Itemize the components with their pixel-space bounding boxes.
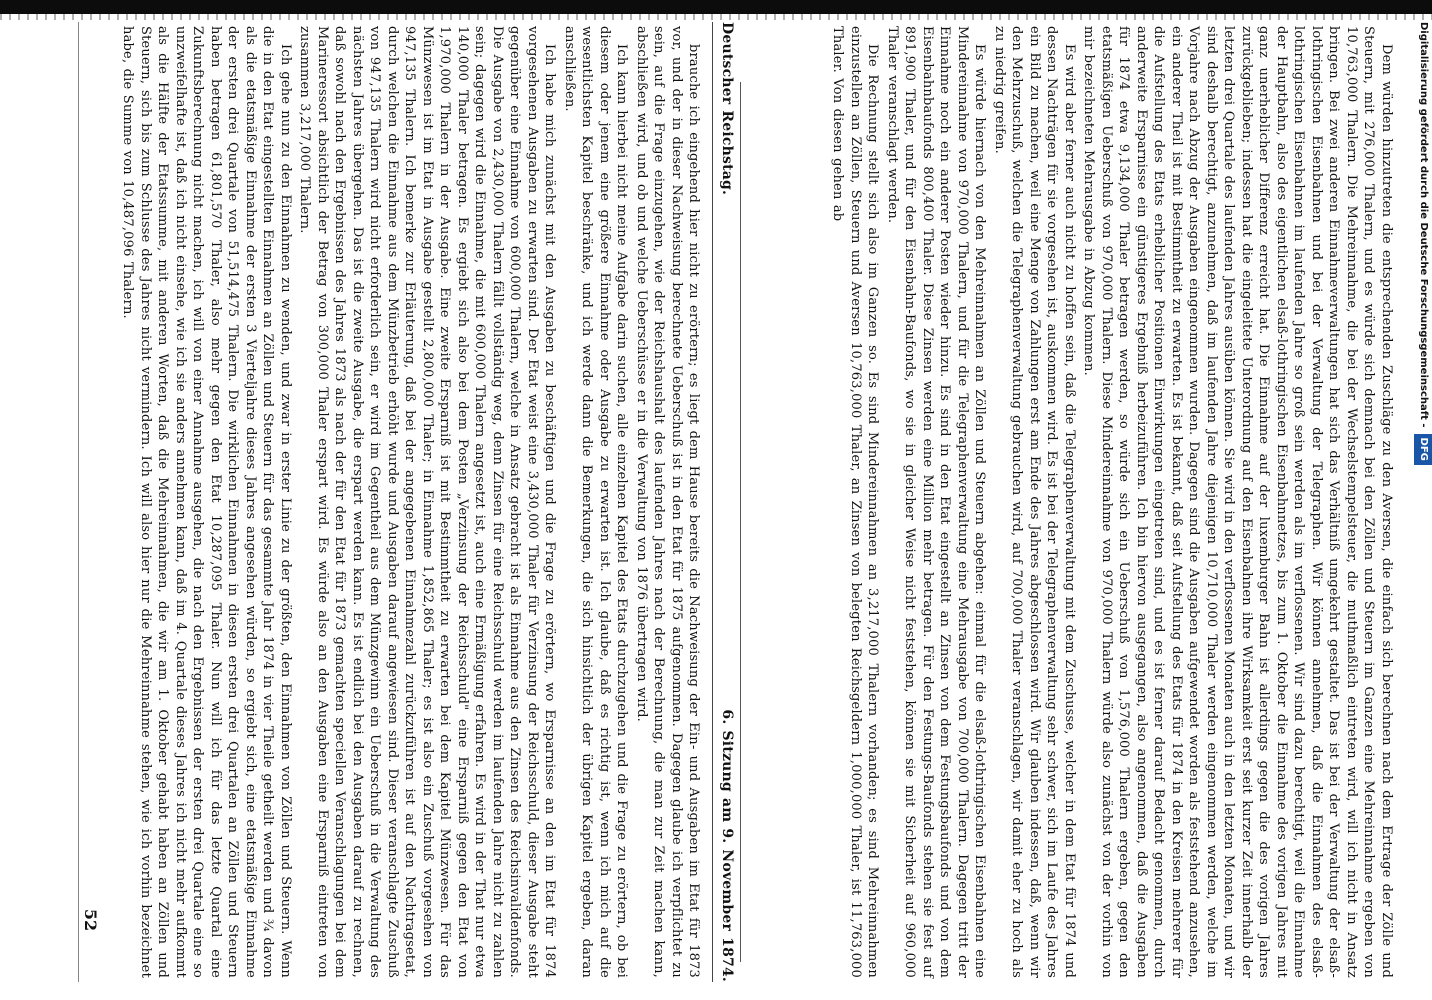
paragraph: Es wird aber ferner auch nicht zu hoffen sein, daß die Telegraphenverwaltung mit dem Zuschusse, welcher in dem Etat für 1874 und dessen Nachträgen für sie vorgesehen ist, auskommen wird. Es ist bei der Telegraphenverwaltung sehr schwer, sich im Laufe des Jahres ein Bild zu machen, weil eine Menge von Zahlungen erst am Ende des Jahres abgeschlossen wird. Wir glauben indessen, daß, wenn wir den Mehrzuschuß, welchen die Telegraphenverwaltung gebrauchen wird, auf 700,000 Thaler veranschlagen, wir damit eher zu hoch als zu niedrig greifen. (992, 26, 1077, 978)
paragraph: Ich gehe nun zu den Einnahmen zu wenden, und zwar in erster Linie zu der größten, den Einnahmen von Zöllen und Steuern. Wenn die in den Etat eingestellten Einnahmen an Zöllen und Steuern für das gesammte Jahr 1874 in vier Theile getheilt werden und ¾ davon als die etatsmäßige Einnahme der ersten 3 Vierteljahre dieses Jahres angesehen würden, so ergiebt sich, eine etatsmäßige Einnahme der ersten drei Quartale von 51,514,475 Thalern. Die wirklichen Einnahmen in diesen ersten drei Quartalen an Zöllen und Steuern haben betragen 61,801,570 Thaler, also mehr gegen den Etat 10,287,095 Thaler. Nun will ich für das letzte Quartal eine Zukunftsberechnung nicht machen, ich will von einer Annahme ausgehen, die nach den Ergebnissen der ersten drei Quartale eine so unzweifelhafte ist, daß ich nicht einsehe, wie ich sie anders annehmen kann, daß im 4. Quartale dieses Jahres ich nicht mehr aufkommt als die Hälfte der Etatssumme, mit anderen Worten, daß die Mehreinnahmen, die wir am 1. Oktober gehabt haben an Zöllen und Steuern, sich bis zum Schlusse des Jahres nicht vermindern. Ich will also hier nur die Mehreinnahme stehen, wie ich vorhin bezeichnet habe, die Summe von 10,487,096 Thalern. (120, 26, 293, 978)
paragraph: Ich habe mich zunächst mit den Ausgaben zu beschäftigen und die Frage zu erörtern, wo Ersparnisse an den im Etat für 1874 vorgesehenen Ausgaben zu erwarten sind. Der Etat weist eine 3,430,000 Thaler für Verzinsung der Reichsschuld, dieser Ausgabe steht gegenüber eine Einnahme von 600,000 Thalern, welche in Ansatz gebracht ist als Einnahme aus den Zinsen des Reichsinvalidenfonds. Die Ausgabe von 2,430,000 Thalern fällt vollständig weg, denn Zinsen für eine Reichsschuld werden im laufenden Jahre nicht zu zahlen sein; dagegen wird die Einnahme, die mit 600,000 Thalern angesetzt ist, auch eine Ermäßigung erfahren. Es wird in der That nur etwa 140,000 Thaler betragen. Es ergiebt sich also bei dem Posten „Verzinsung der Reichsschuld" eine Ersparniß gegen den Etat von 1,970,000 Thalern in der Ausgabe. Eine zweite Ersparniß ist mit Bestimmtheit zu erwarten bei dem Kapitel Münzwesen. Für das Münzwesen ist im Etat in Ausgabe gestellt 2,800,000 Thaler; in Einnahme 1,852,865 Thaler; es ist also ein Zuschuß vorgesehen von 947,135 Thalern. Ich bemerke zur Erläuterung, daß bei der angegebenen Einnahmezahl zurückzuführen ist auf den Nachtragsetat, durch welchen die Einnahme aus dem Münzbetrieb erhöht wurde und Ausgaben darauf angewiesen sind. Dieser veranschlagte Zuschuß von 947,135 Thalern wird nicht erforderlich sein, er wird im Gegentheil aus dem Münzgewinn ein Ueberschuß in die Verwaltung des nächsten Jahres übergehen. Das ist die zweite Ausgabe, die erspart werden kann. Es ist endlich bei den Ausgaben darauf zu rechnen, daß sowohl nach den Ergebnissen des Jahres 1873 als nach der für den Etat für 1873 gemachten speciellen Veranschlagungen bei dem Marineressort absichtlich der Betrag von 300,000 Thaler erspart wird. Es würde also an den Ausgaben eine Ersparniß eintreten von zusammen 3,217,000 Thalern. (297, 26, 558, 978)
dfg-logo: DFG (1414, 434, 1432, 465)
running-head-left: Deutscher Reichstag. (719, 22, 735, 196)
left-column (90, 22, 735, 982)
page-number: 52 (81, 908, 100, 932)
running-head-right: 6. Sitzung am 9. November 1874. (719, 709, 735, 982)
paragraph: Ich kann hierbei nicht meine Aufgabe darin suchen, alle einzelnen Kapitel des Etats durchzugehen und die Frage zu erörtern, ob bei diesem oder jenem eine größere Einnahme oder Ausgabe zu erwarten ist. Ich glaube, daß es richtig ist, wenn ich mich auf die wesentlichsten Kapitel beschränke, und ich werde dann die Bemerkungen, die sich hinsichtlich der übrigen Kapitel ergeben, daran anschließen. (562, 26, 630, 978)
gutter-rule (78, 22, 79, 982)
rotated-page (90, 22, 1410, 982)
scan-border (0, 0, 1432, 14)
credit-text: Digitalisierung gefördert durch die Deutsche Forschungsgemeinschaft - (1418, 22, 1429, 428)
running-head (713, 22, 736, 982)
digitization-credit (1414, 22, 1432, 982)
scan-border-noise (0, 14, 1432, 20)
paragraph: Es würde hiernach von den Mehreinnahmen an Zöllen und Steuern abgehen: einmal für die elsaß-lothringischen Eisenbahnen eine Mindereinnahme von 970,000 Thalern, und für die Telegraphenverwaltung eine Mehrausgabe von 700,000 Thalern. Dagegen tritt der Einnahme noch ein anderer Posten wieder hinzu. Es sind in den Etat eingestellt an Zinsen von dem Festungsbaufonds und von dem Eisenbahnbaufonds 800,400 Thaler. Diese Zinsen werden eine Million mehr betragen. Für den Festungs-Baufonds stehen sie fest auf 891,900 Thaler, und für den Eisenbahn-Baufonds, wo sie in gleicher Weise nicht feststehen, können sie mit Sicherheit auf 960,000 Thaler veranschlagt werden. (885, 26, 988, 978)
paragraph: Die Rechnung stellt sich also im Ganzen so. Es sind Mindereinnahmen an 3,217,000 Thalern vorhanden; es sind Mehreinnahmen einzustellen an Zöllen, Steuern und Aversen 10,763,000 Thaler, an Zinsen von belegten Reichsgeldern 1,000,000 Thaler, ist 11,763,000 Thaler. Von diesen gehen ab (830, 26, 881, 978)
left-column-text (119, 22, 703, 982)
column-divider (740, 82, 741, 962)
paragraph: brauche ich eingehend hier nicht zu erörtern; es liegt dem Hause bereits die Nachweisung der Ein- und Ausgaben im Etat für 1873 vor, und der in dieser Nachweisung berechnete Ueberschuß ist in den Etat für 1875 aufgenommen. Dagegen glaube ich verpflichtet zu sein, auf die Frage einzugehen, wie der Reichshaushalt des laufenden Jahres nach der Berechnung, die man zur Zeit machen kann, abschließen wird, und ob und welche Ueberschüsse er in die Verwaltung von 1876 übertragen wird. (634, 26, 702, 978)
right-column (750, 22, 1395, 982)
paragraph: Dem würden hinzutreten die entsprechenden Zuschläge zu den Aversen, die einfach sich berechnen nach dem Ertrage der Zölle und Steuern, mit 276,000 Thalern, und es würde sich demnach bei den Zöllen und Steuern im Ganzen eine Mehreinnahme ergeben von 10,763,000 Thalern. Die Mehreinnahme, die bei der Wechselstempelsteuer, die muthmaßlich eintreten wird, will ich nicht in Ansatz bringen. Bei zwei anderen Einnahmeverwaltungen hat sich das Verhältniß umgekehrt gestaltet. Das ist bei der Verwaltung der elsaß-lothringischen Eisenbahnen und bei der Verwaltung der Telegraphen. Wir können annehmen, daß die Einnahmen des elsaß-lothringischen Eisenbahnen im laufenden Jahre so groß sein werden als im verflossenen. Wir sind dazu berechtigt, weil die Einnahme der Hauptbahn, also des eigentlichen elsaß-lothringischen Eisenbahnnetzes, bis zum 1. Oktober die Einnahme des vorigen Jahres mit ganz unerheblicher Differenz erreicht hat. Die Einnahme auf der luxemburger Bahn ist allerdings gegen die des vorigen Jahres zurückgeblieben; indessen hat die eingeleitete Unterordnung auf den Eisenbahnen ihre Wirksamkeit erst seit kurzer Zeit innerhalb der letzten drei Quartale des laufenden Jahres ausüben können. Sie wird in den verflossenen Monaten auch in den letzten Monaten, und wir sind deshalb berechtigt, anzunehmen, daß im laufenden Jahre diejenigen 10,710,000 Thaler werden eingenommen werden, welche im Vorjahre nach Abzug der Ausgaben eingenommen wurden. Dagegen sind die Ausgaben aufgewendet worden als feststehend anzusehen, ein anderer Theil ist mit Bestimmtheit zu erwarten. Es ist bekannt, daß seit Aufstellung des Etats für 1874 in den Kreisen mehrerer für die Aufstellung des Etats erheblicher Positionen Einwirkungen eingetreten sind, und es ist ferner darauf Bedacht genommen, durch anderweite Ersparnisse ein günstigeres Ergebniß herbeizuführen. Ich bin hiervon ausgegangen, also angenommen, daß die Ausgaben für 1874 etwa 9,134,000 Thaler betragen werden, so würde sich ein Ueberschuß von 1,576,000 Thalern ergeben, gegen den etatsmäßigen Ueberschuß von 970,000 Thalern. Diese Mindereinnahme von 970,000 Thalern würde also zunächst von der vorhin von mir bezeichneten Mehrausgabe in Abzug kommen. (1081, 26, 1394, 978)
right-column-text (829, 22, 1395, 982)
